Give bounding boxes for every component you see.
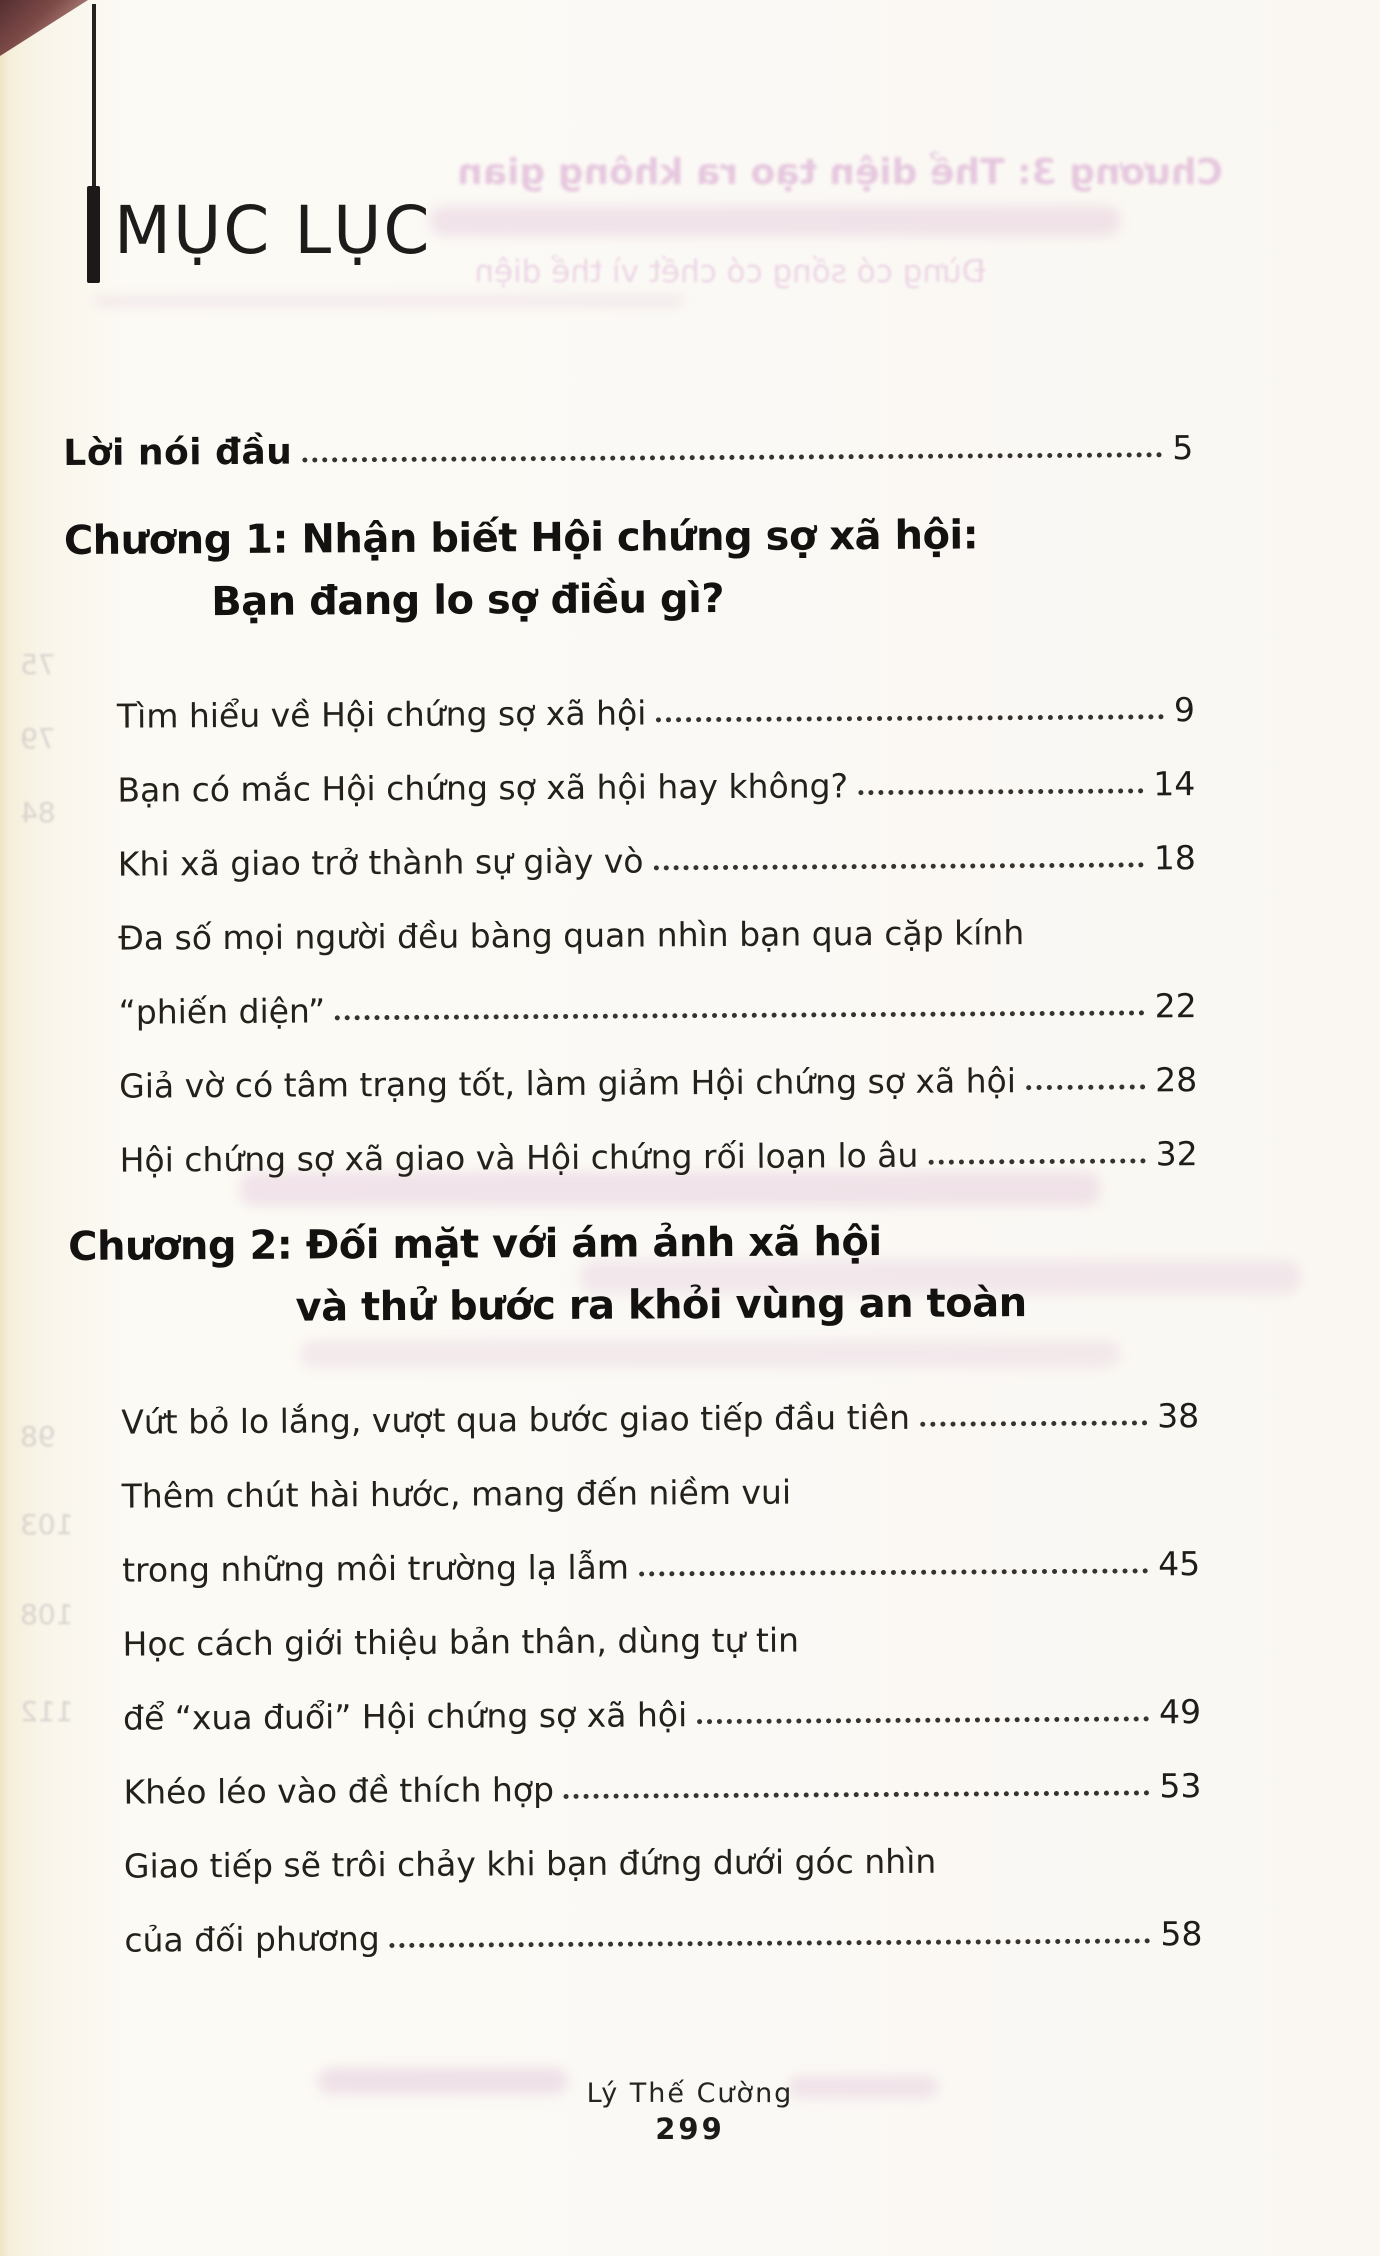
toc-entry-line <box>72 1879 1202 1960</box>
dot-leader <box>654 862 1144 870</box>
toc-entry-line <box>69 1435 1199 1516</box>
entry-text: Giao tiếp sẽ trôi chảy khi bạn đứng dưới góc nhìn <box>123 1841 937 1886</box>
chapter-heading-line: và thử bước ra khỏi vùng an toàn <box>295 1280 1027 1331</box>
chapter-heading-line: Chương 1: Nhận biết Hội chứng sợ xã hội: <box>63 512 979 564</box>
bleedthrough-headline: Chương 3: Thể diện tạo ra không gian <box>457 152 1223 193</box>
toc-entry-line <box>71 1657 1201 1738</box>
entry-page-number: 38 <box>1157 1396 1200 1436</box>
preface-label: Lời nói đầu <box>63 431 293 474</box>
toc <box>63 393 1203 1960</box>
entry-text: Vứt bỏ lo lắng, vượt qua bước giao tiếp đầu tiên <box>121 1397 911 1442</box>
page-corner-fold <box>0 0 88 56</box>
bleedthrough-margin-number: 108 <box>20 1598 74 1631</box>
bleedthrough-margin-number: 75 <box>20 648 56 681</box>
title-rule-thick <box>87 186 100 283</box>
dot-leader <box>928 1158 1145 1164</box>
dot-leader <box>697 1716 1149 1724</box>
entry-page-number: 14 <box>1153 764 1196 804</box>
entry-text: Đa số mọi người đều bàng quan nhìn bạn qua cặp kính <box>118 913 1025 958</box>
entry-page-number: 9 <box>1173 690 1196 730</box>
toc-entry-line <box>72 1805 1202 1886</box>
toc-entry-line <box>66 951 1196 1032</box>
footer-page-number: 299 <box>655 2112 725 2146</box>
toc-entry-line <box>67 1099 1197 1180</box>
chapter-heading <box>68 1209 1199 1340</box>
dot-leader <box>1026 1084 1145 1090</box>
entry-page-number: 32 <box>1155 1134 1198 1174</box>
dot-leader <box>920 1420 1147 1426</box>
toc-entry-line <box>65 729 1195 810</box>
footer-author: Lý Thế Cường <box>586 2078 794 2109</box>
bleedthrough-margin-number: 84 <box>20 796 56 829</box>
dot-leader <box>639 1568 1148 1576</box>
entry-page-number: 22 <box>1154 986 1197 1026</box>
chapter-heading-line: Chương 2: Đối mặt với ám ảnh xã hội <box>68 1219 882 1270</box>
entry-text: Giả vờ có tâm trạng tốt, làm giảm Hội chứng sợ xã hội <box>119 1061 1017 1106</box>
entry-text: Tìm hiểu về Hội chứng sợ xã hội <box>116 693 647 736</box>
entry-page-number: 5 <box>1172 428 1194 468</box>
dot-leader <box>335 1010 1145 1020</box>
bleedthrough-margin-number: 112 <box>20 1695 74 1728</box>
entry-text: của đối phương <box>124 1919 380 1960</box>
entry-text: Thêm chút hài hước, mang đến niềm vui <box>121 1472 792 1516</box>
entry-text: Khéo léo vào đề thích hợp <box>123 1770 555 1812</box>
entry-page-number: 58 <box>1160 1914 1203 1954</box>
entry-text: để “xua đuổi” Hội chứng sợ xã hội <box>122 1695 688 1738</box>
toc-preface <box>63 393 1193 474</box>
toc-entry-line <box>70 1583 1200 1664</box>
toc-entry-line <box>69 1361 1199 1442</box>
bleedthrough-line: Đừng có sống có chết vì thể diện <box>474 254 986 290</box>
toc-entry-line <box>65 655 1195 736</box>
entry-page-number: 49 <box>1158 1692 1202 1732</box>
dot-leader <box>858 788 1143 795</box>
entry-text: trong những môi trường lạ lẫm <box>122 1547 630 1590</box>
toc-entry-line <box>66 803 1196 884</box>
entry-page-number: 18 <box>1153 838 1196 878</box>
toc-entry-line <box>66 877 1196 958</box>
bleedthrough-smudge <box>430 206 1120 236</box>
dot-leader <box>302 452 1162 462</box>
entry-text: Hội chứng sợ xã giao và Hội chứng rối loạn lo âu <box>119 1135 919 1180</box>
bleedthrough-margin-number: 79 <box>20 722 56 755</box>
dot-leader <box>656 714 1164 722</box>
toc-entry-line <box>70 1509 1200 1590</box>
toc-entry-line <box>67 1025 1197 1106</box>
page-title: MỤC LỤC <box>114 192 432 269</box>
toc-entry-line <box>71 1731 1201 1812</box>
bleedthrough-smudge <box>95 296 685 306</box>
title-rule-thin <box>92 4 96 188</box>
entry-page-number: 28 <box>1155 1060 1198 1100</box>
entry-text: Học cách giới thiệu bản thân, dùng tự tin <box>122 1620 800 1664</box>
bleedthrough-margin-number: 103 <box>20 1508 74 1541</box>
entry-page-number: 45 <box>1158 1544 1201 1584</box>
chapter-heading-line: Bạn đang lo sợ điều gì? <box>211 575 725 626</box>
entry-text: “phiến diện” <box>118 991 326 1032</box>
entry-text: Bạn có mắc Hội chứng sợ xã hội hay không? <box>117 766 849 810</box>
chapter-heading <box>64 503 1195 634</box>
dot-leader <box>564 1790 1150 1799</box>
entry-text: Khi xã giao trở thành sự giày vò <box>117 841 644 884</box>
entry-page-number: 53 <box>1159 1766 1202 1806</box>
bleedthrough-margin-number: 98 <box>20 1420 56 1453</box>
dot-leader <box>390 1938 1151 1948</box>
